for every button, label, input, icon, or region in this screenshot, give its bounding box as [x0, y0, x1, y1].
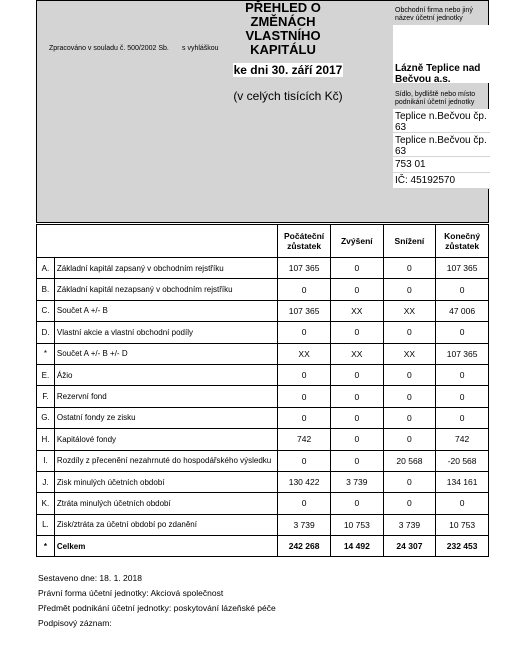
- decree-note: s vyhláškou: [182, 45, 219, 52]
- row-label: Zisk/ztráta za účetní období po zdanění: [54, 514, 277, 535]
- decrease-cell: 3 739: [383, 514, 436, 535]
- start-balance-cell: 0: [278, 279, 331, 300]
- column-header: Zvýšení: [331, 225, 384, 258]
- decrease-cell: 0: [383, 407, 436, 428]
- row-label: Celkem: [54, 536, 277, 557]
- row-label: Ztráta minulých účetních období: [54, 493, 277, 514]
- row-code: J.: [37, 471, 55, 492]
- decrease-cell: 0: [383, 386, 436, 407]
- row-code: B.: [37, 279, 55, 300]
- increase-cell: 0: [331, 279, 384, 300]
- start-balance-cell: XX: [278, 343, 331, 364]
- end-balance-cell: 0: [436, 386, 489, 407]
- end-balance-cell: 47 006: [436, 300, 489, 321]
- row-code: F.: [37, 386, 55, 407]
- table-row: [37, 471, 489, 492]
- row-label: Součet A +/- B +/- D: [54, 343, 277, 364]
- address-line-2: Teplice n.Bečvou čp. 63: [393, 133, 490, 157]
- compiled-date: Sestaveno dne: 18. 1. 2018: [38, 573, 142, 583]
- decrease-cell: 20 568: [383, 450, 436, 471]
- report-footer: [38, 571, 276, 631]
- report-date: ke dni 30. září 2017: [233, 63, 343, 77]
- zip-code: 753 01: [393, 157, 490, 173]
- business-subject: Předmět podnikání účetní jednotky: poskytování lázeňské péče: [38, 603, 276, 613]
- end-balance-cell: 134 161: [436, 471, 489, 492]
- end-balance-cell: 10 753: [436, 514, 489, 535]
- decrease-cell: 0: [383, 493, 436, 514]
- row-code: D.: [37, 322, 55, 343]
- report-header: [36, 0, 489, 223]
- end-balance-cell: 0: [436, 279, 489, 300]
- address-label: Sídlo, bydliště nebo místo podnikání účetní jednotky: [395, 91, 476, 106]
- report-units: (v celých tisících Kč): [233, 89, 343, 103]
- start-balance-cell: 742: [278, 429, 331, 450]
- increase-cell: 0: [331, 493, 384, 514]
- row-code: I.: [37, 450, 55, 471]
- end-balance-cell: 0: [436, 364, 489, 385]
- title-line: KAPITÁLU: [250, 42, 316, 57]
- equity-changes-table: [36, 224, 489, 557]
- row-code: *: [37, 536, 55, 557]
- start-balance-cell: 107 365: [278, 300, 331, 321]
- title-line: PŘEHLED O: [245, 0, 321, 15]
- company-id: IČ: 45192570: [393, 173, 490, 189]
- decrease-cell: 0: [383, 279, 436, 300]
- row-code: K.: [37, 493, 55, 514]
- table-row: [37, 386, 489, 407]
- start-balance-cell: 0: [278, 322, 331, 343]
- table-total-row: [37, 536, 489, 557]
- increase-cell: 0: [331, 429, 384, 450]
- header-blank: [37, 225, 278, 258]
- table-body: [37, 258, 489, 557]
- decrease-cell: 0: [383, 364, 436, 385]
- increase-cell: 0: [331, 450, 384, 471]
- compliance-note: Zpracováno v souladu č. 500/2002 Sb.: [49, 45, 169, 52]
- increase-cell: 0: [331, 322, 384, 343]
- increase-cell: XX: [331, 300, 384, 321]
- increase-cell: 0: [331, 407, 384, 428]
- table-row: [37, 343, 489, 364]
- row-code: L.: [37, 514, 55, 535]
- decrease-cell: 0: [383, 322, 436, 343]
- end-balance-cell: 107 365: [436, 343, 489, 364]
- table-row: [37, 364, 489, 385]
- address-line-1: Teplice n.Bečvou čp. 63: [393, 109, 490, 133]
- table-row: [37, 322, 489, 343]
- row-label: Rezervní fond: [54, 386, 277, 407]
- start-balance-cell: 0: [278, 364, 331, 385]
- firm-name: Lázně Teplice nad Bečvou a.s.: [393, 57, 490, 83]
- start-balance-cell: 107 365: [278, 258, 331, 279]
- row-label: Součet A +/- B: [54, 300, 277, 321]
- decrease-cell: XX: [383, 343, 436, 364]
- start-balance-cell: 0: [278, 493, 331, 514]
- table-header-row: [37, 225, 489, 258]
- end-balance-cell: 0: [436, 493, 489, 514]
- table-row: [37, 514, 489, 535]
- row-label: Zisk minulých účetních období: [54, 471, 277, 492]
- start-balance-cell: 0: [278, 407, 331, 428]
- row-label: Ostatní fondy ze zisku: [54, 407, 277, 428]
- decrease-cell: 0: [383, 258, 436, 279]
- row-label: Základní kapitál nezapsaný v obchodním rejstříku: [54, 279, 277, 300]
- start-balance-cell: 130 422: [278, 471, 331, 492]
- column-header: Snížení: [383, 225, 436, 258]
- decrease-cell: 24 307: [383, 536, 436, 557]
- decrease-cell: XX: [383, 300, 436, 321]
- row-label: Rozdíly z přecenění nezahrnuté do hospodářského výsledku: [54, 450, 277, 471]
- title-line: ZMĚNÁCH: [250, 14, 316, 29]
- increase-cell: 14 492: [331, 536, 384, 557]
- legal-form: Právní forma účetní jednotky: Akciová společnost: [38, 588, 224, 598]
- decrease-cell: 0: [383, 429, 436, 450]
- row-code: C.: [37, 300, 55, 321]
- row-label: Základní kapitál zapsaný v obchodním rejstříku: [54, 258, 277, 279]
- signature-record: Podpisový záznam:: [38, 618, 112, 628]
- report-title: [233, 1, 333, 57]
- firm-label: Obchodní firma nebo jiný název účetní jednotky: [395, 7, 473, 22]
- end-balance-cell: 232 453: [436, 536, 489, 557]
- row-code: A.: [37, 258, 55, 279]
- title-line: VLASTNÍHO: [245, 28, 321, 43]
- row-code: G.: [37, 407, 55, 428]
- increase-cell: 0: [331, 258, 384, 279]
- column-header: Konečný zůstatek: [436, 225, 489, 258]
- end-balance-cell: 107 365: [436, 258, 489, 279]
- increase-cell: 0: [331, 386, 384, 407]
- table-row: [37, 407, 489, 428]
- table-row: [37, 450, 489, 471]
- increase-cell: 3 739: [331, 471, 384, 492]
- row-code: E.: [37, 364, 55, 385]
- end-balance-cell: 0: [436, 322, 489, 343]
- row-label: Vlastní akcie a vlastní obchodní podíly: [54, 322, 277, 343]
- column-header: Počáteční zůstatek: [278, 225, 331, 258]
- table-row: [37, 429, 489, 450]
- firm-blank-box: [393, 25, 490, 57]
- row-label: Ážio: [54, 364, 277, 385]
- decrease-cell: 0: [383, 471, 436, 492]
- row-code: H.: [37, 429, 55, 450]
- start-balance-cell: 0: [278, 386, 331, 407]
- end-balance-cell: 742: [436, 429, 489, 450]
- start-balance-cell: 242 268: [278, 536, 331, 557]
- increase-cell: XX: [331, 343, 384, 364]
- table-row: [37, 300, 489, 321]
- row-code: *: [37, 343, 55, 364]
- table-row: [37, 493, 489, 514]
- increase-cell: 10 753: [331, 514, 384, 535]
- table-row: [37, 258, 489, 279]
- table-row: [37, 279, 489, 300]
- entity-info: [393, 1, 490, 224]
- end-balance-cell: 0: [436, 407, 489, 428]
- increase-cell: 0: [331, 364, 384, 385]
- row-label: Kapitálové fondy: [54, 429, 277, 450]
- start-balance-cell: 0: [278, 450, 331, 471]
- end-balance-cell: -20 568: [436, 450, 489, 471]
- start-balance-cell: 3 739: [278, 514, 331, 535]
